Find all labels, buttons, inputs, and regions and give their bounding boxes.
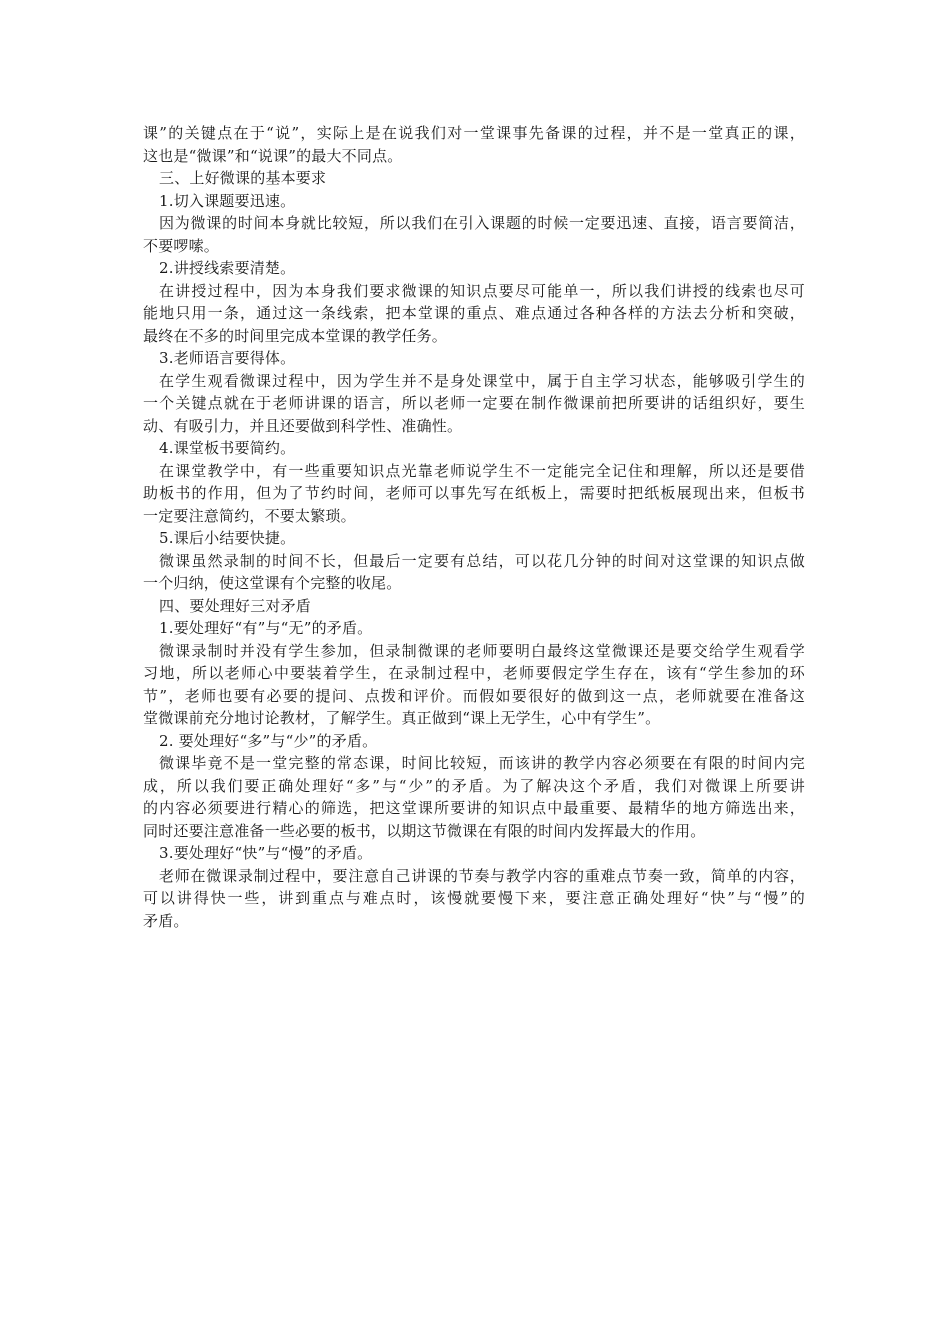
text-line: 在学生观看微课过程中，因为学生并不是身处课堂中，属于自主学习状态，能够吸引学生的: [159, 371, 805, 390]
text-line: 因为微课的时间本身就比较短，所以我们在引入课题的时候一定要迅速、直接，语言要简洁，: [159, 214, 805, 232]
text-line: 微课毕竟不是一堂完整的常态课，时间比较短，而该讲的教学内容必须要在有限的时间内完: [159, 754, 805, 772]
text-line: 老师在微课录制过程中，要注意自己讲课的节奏与教学内容的重难点节奏一致，简单的内容，: [159, 866, 805, 885]
text-line: 助板书的作用，但为了节约时间，老师可以事先写在纸板上，需要时把纸板展现出来，但板书: [143, 484, 805, 502]
text-line: 三、上好微课的基本要求: [159, 169, 327, 187]
text-line: 动、有吸引力，并且还要做到科学性、准确性。: [143, 416, 463, 435]
text-line: 课”的关键点在于“说”，实际上是在说我们对一堂课事先备课的过程，并不是一堂真正的课，: [143, 124, 805, 142]
text-line: 在讲授过程中，因为本身我们要求微课的知识点要尽可能单一，所以我们讲授的线索也尽可: [159, 281, 805, 300]
text-line: 最终在不多的时间里完成本堂课的教学任务。: [143, 326, 448, 345]
text-line: 微课录制时并没有学生参加，但录制微课的老师要明白最终这堂微课还是要交给学生观看学: [159, 641, 805, 660]
text-line: 节”，老师也要有必要的提问、点拨和评价。而假如要很好的做到这一点，老师就要在准备这: [143, 686, 805, 705]
document-page: [143, 122, 805, 932]
text-line: 四、要处理好三对矛盾: [159, 596, 312, 615]
text-line: 这也是“微课”和“说课”的最大不同点。: [143, 146, 403, 165]
text-line: 堂微课前充分地讨论教材，了解学生。真正做到“课上无学生，心中有学生”。: [143, 709, 661, 727]
text-line: 矛盾。: [143, 911, 189, 930]
text-line: 一个归纳，使这堂课有个完整的收尾。: [143, 574, 402, 592]
text-line: 一定要注意简约，不要太繁琐。: [143, 506, 356, 525]
text-line: 可以讲得快一些，讲到重点与难点时，该慢就要慢下来，要注意正确处理好“快”与“慢”的: [143, 889, 805, 907]
text-line: 4.课堂板书要简约。: [159, 439, 296, 457]
text-line: 1.要处理好“有”与“无”的矛盾。: [159, 619, 373, 637]
text-line: 2. 要处理好“多”与“少”的矛盾。: [159, 731, 378, 750]
text-line: 5.课后小结要快捷。: [159, 529, 296, 547]
text-line: 能地只用一条，通过这一条线索，把本堂课的重点、难点通过各种各样的方法去分析和突破，: [143, 304, 805, 322]
text-line: 习地，所以老师心中要装着学生，在录制过程中，老师要假定学生存在，该有“学生参加的环: [143, 664, 805, 682]
text-line: 2.讲授线索要清楚。: [159, 259, 296, 277]
text-line: 的内容必须要进行精心的筛选，把这堂课所要讲的知识点中最重要、最精华的地方筛选出来，: [143, 799, 805, 817]
text-line: 不要啰嗦。: [143, 236, 220, 255]
text-line: 一个关键点就在于老师讲课的语言，所以老师一定要在制作微课前把所要讲的话组织好，要生: [143, 394, 805, 412]
text-line: 3.要处理好“快”与“慢”的矛盾。: [159, 844, 373, 862]
text-line: 微课虽然录制的时间不长，但最后一定要有总结，可以花几分钟的时间对这堂课的知识点做: [159, 551, 805, 570]
text-line: 1.切入课题要迅速。: [159, 191, 296, 210]
text-line: 3.老师语言要得体。: [159, 349, 296, 367]
text-line: 成，所以我们要正确处理好“多”与“少”的矛盾。为了解决这个矛盾，我们对微课上所要讲: [143, 776, 805, 795]
text-line: 同时还要注意准备一些必要的板书，以期这节微课在有限的时间内发挥最大的作用。: [143, 821, 706, 840]
text-line: 在课堂教学中，有一些重要知识点光靠老师说学生不一定能完全记住和理解，所以还是要借: [159, 461, 805, 480]
